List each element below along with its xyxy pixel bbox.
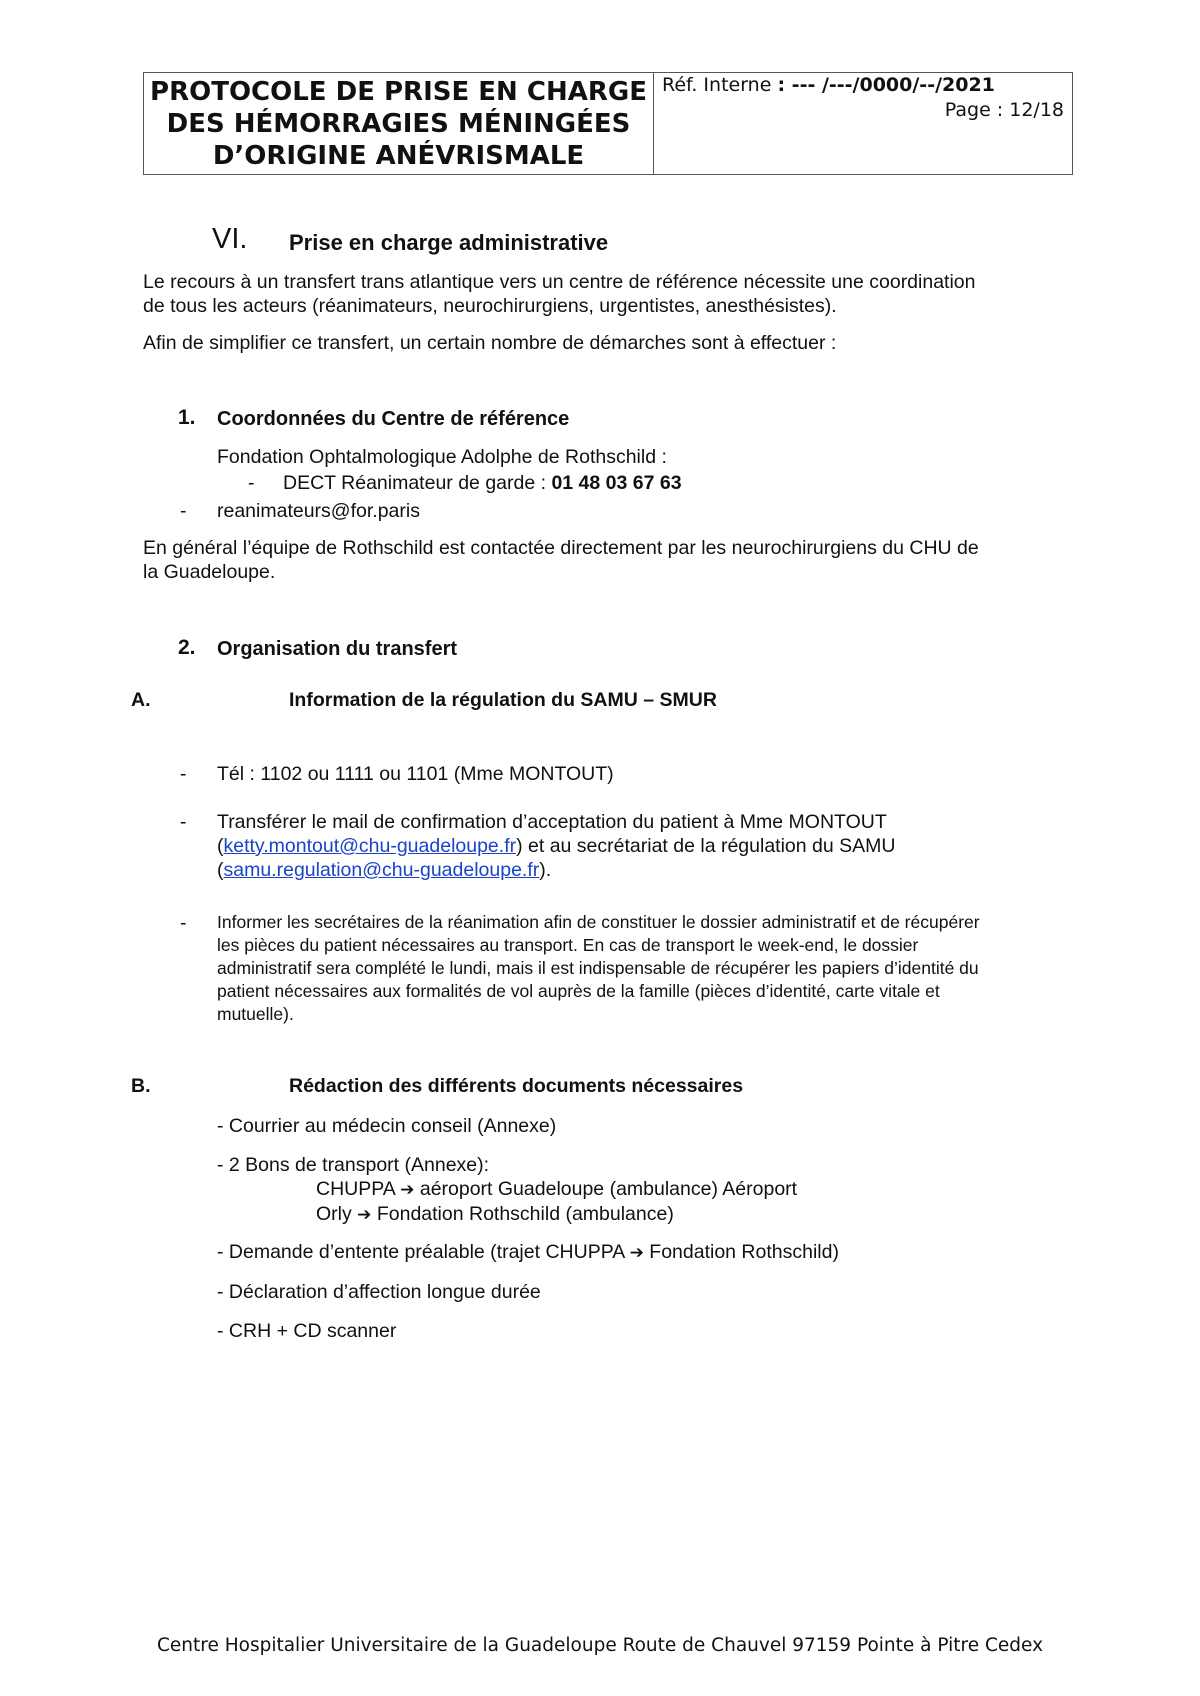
section-number: VI.: [212, 223, 248, 255]
telephone-line: Tél : 1102 ou 1111 ou 1101 (Mme MONTOUT): [217, 763, 614, 785]
entente-destination: Fondation Rothschild): [649, 1241, 839, 1263]
dect-label: DECT Réanimateur de garde :: [283, 472, 552, 494]
reference-line: [662, 74, 995, 96]
subsection-title: Coordonnées du Centre de référence: [217, 408, 570, 430]
bullet-dash: -: [248, 472, 255, 494]
inform-line: administratif sera complété le lundi, mais il est indispensable de récupérer les papiers d’identité du: [217, 958, 979, 978]
organisation-name: Fondation Ophtalmologique Adolphe de Rothschild :: [217, 446, 667, 468]
page-number: Page : 12/18: [944, 99, 1064, 121]
email-link-samu[interactable]: samu.regulation@chu-guadeloupe.fr: [223, 859, 540, 881]
document-header: [143, 72, 1073, 175]
subsection-number: 1.: [178, 406, 196, 429]
reference-value: : --- /---/0000/--/2021: [777, 74, 995, 96]
document-item: - Courrier au médecin conseil (Annexe): [217, 1115, 557, 1137]
transport-route-line: [316, 1202, 674, 1227]
arrow-right-icon: ➔: [357, 1205, 372, 1224]
bullet-dash: -: [180, 763, 187, 785]
title-line: PROTOCOLE DE PRISE EN CHARGE: [150, 76, 647, 107]
document-item: - CRH + CD scanner: [217, 1320, 397, 1342]
note-line: En général l’équipe de Rothschild est contactée directement par les neurochirurgiens du CHU de: [143, 537, 979, 559]
mail-instruction-line: (ketty.montout@chu-guadeloupe.fr) et au secrétariat de la régulation du SAMU: [217, 835, 896, 857]
part-title: Information de la régulation du SAMU – SMUR: [289, 689, 717, 711]
part-letter: A.: [131, 689, 151, 711]
intro-line: Afin de simplifier ce transfert, un certain nombre de démarches sont à effectuer :: [143, 332, 837, 354]
subsection-title: Organisation du transfert: [217, 638, 458, 660]
title-line: D’ORIGINE ANÉVRISMALE: [212, 140, 585, 171]
subsection-number: 2.: [178, 636, 196, 659]
reference-block: [654, 73, 1072, 174]
entente-text: - Demande d’entente préalable (trajet CHUPPA: [217, 1241, 625, 1263]
dect-line: [283, 471, 682, 495]
arrow-right-icon: ➔: [629, 1243, 644, 1262]
route-destination: aéroport Guadeloupe (ambulance) Aéroport: [419, 1178, 798, 1200]
note-line: la Guadeloupe.: [143, 561, 276, 583]
inform-line: Informer les secrétaires de la réanimation afin de constituer le dossier administratif et de récupérer: [217, 912, 980, 932]
part-title: Rédaction des différents documents nécessaires: [289, 1075, 744, 1097]
route-origin: CHUPPA: [316, 1178, 395, 1200]
title-line: DES HÉMORRAGIES MÉNINGÉES: [166, 108, 631, 139]
mail-instruction-line: Transférer le mail de confirmation d’acceptation du patient à Mme MONTOUT: [217, 811, 887, 833]
section-title: Prise en charge administrative: [289, 230, 609, 255]
bullet-dash: -: [180, 912, 187, 934]
contact-email: reanimateurs@for.paris: [217, 500, 420, 522]
transport-route-line: [316, 1177, 797, 1202]
route-destination: Fondation Rothschild (ambulance): [376, 1203, 674, 1225]
part-letter: B.: [131, 1075, 151, 1097]
email-link-montout[interactable]: ketty.montout@chu-guadeloupe.fr: [223, 835, 517, 857]
page-footer: Centre Hospitalier Universitaire de la Guadeloupe Route de Chauvel 97159 Pointe à Pitre Cedex: [156, 1635, 1044, 1656]
document-item: - 2 Bons de transport (Annexe):: [217, 1154, 490, 1176]
route-origin: Orly: [316, 1203, 352, 1225]
inform-line: patient nécessaires aux formalités de vol auprès de la famille (pièces d’identité, carte vitale et: [217, 981, 940, 1001]
document-item: [217, 1240, 839, 1265]
bullet-dash: -: [180, 811, 187, 833]
inform-line: les pièces du patient nécessaires au transport. En cas de transport le week-end, le dossier: [217, 935, 919, 955]
intro-line: Le recours à un transfert trans atlantique vers un centre de référence nécessite une coordination: [143, 271, 976, 293]
document-title: [144, 73, 654, 174]
inform-line: mutuelle).: [217, 1004, 294, 1024]
reference-label: Réf. Interne: [662, 74, 772, 96]
arrow-right-icon: ➔: [400, 1180, 415, 1199]
mail-instruction-line: (samu.regulation@chu-guadeloupe.fr).: [217, 859, 552, 881]
dect-number: 01 48 03 67 63: [551, 472, 682, 494]
mail-instruction-rest: ) et au secrétariat de la régulation du SAMU: [516, 835, 896, 857]
bullet-dash: -: [180, 500, 187, 522]
document-item: - Déclaration d’affection longue durée: [217, 1281, 541, 1303]
intro-line: de tous les acteurs (réanimateurs, neurochirurgiens, urgentistes, anesthésistes).: [143, 295, 837, 317]
